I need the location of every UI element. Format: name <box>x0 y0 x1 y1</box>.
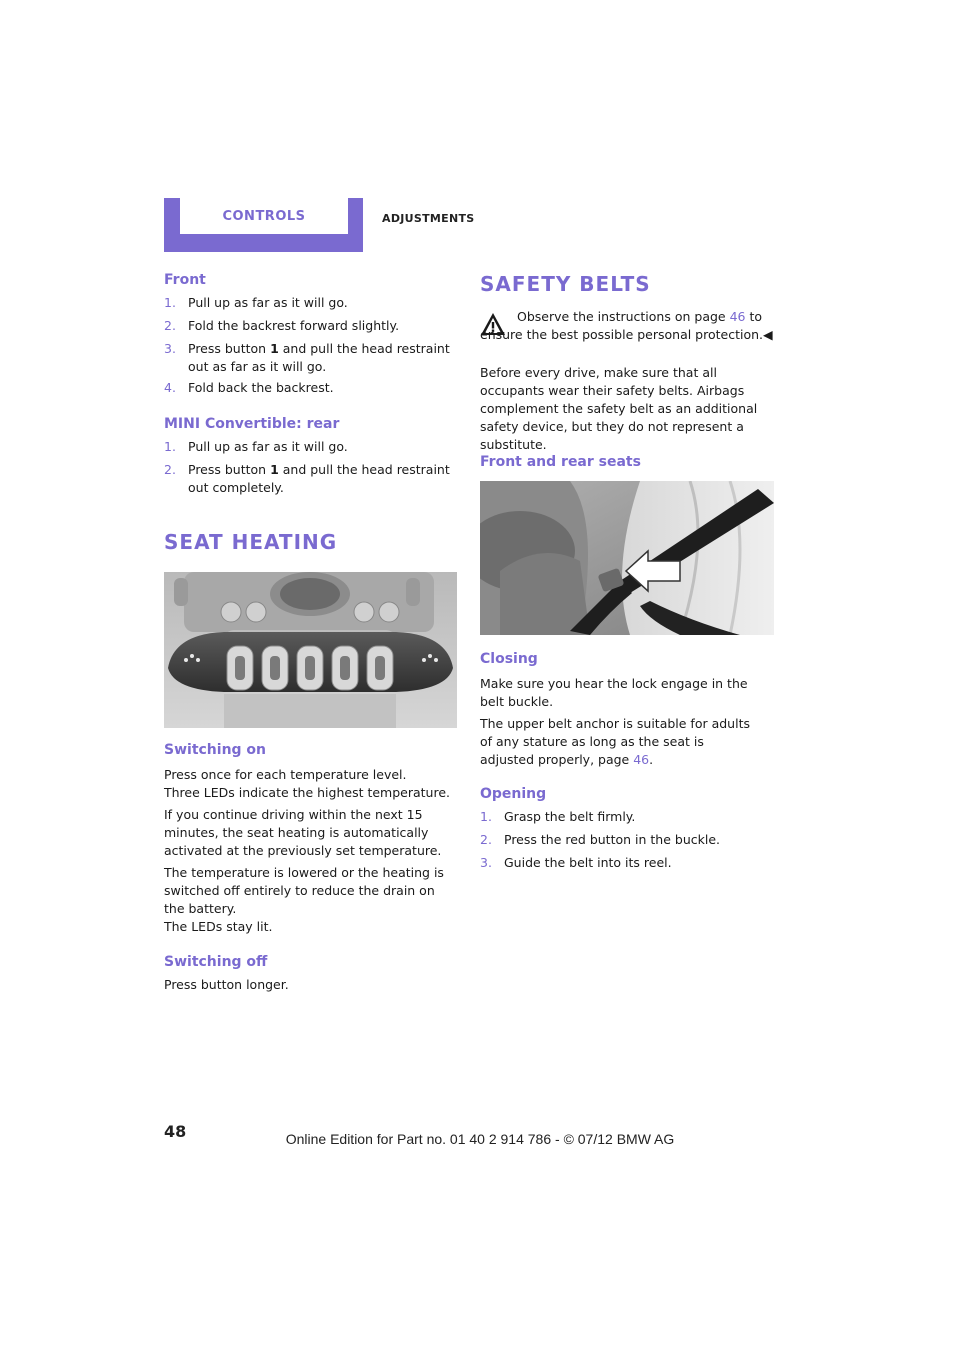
page-link[interactable]: 46 <box>729 309 746 324</box>
warning-text-after: to ensure the best possible personal protection. <box>480 309 764 342</box>
safety-belts-heading: SAFETY BELTS <box>480 272 651 296</box>
step-number: 1. <box>164 439 176 454</box>
safety-belt-illustration <box>480 481 774 635</box>
front-step-4 <box>164 379 334 397</box>
safety-paragraph: Before every drive, make sure that all occupants wear their safety belts. Airbags complement the safety belt as an additional safety device, but they do not represent a substitute. <box>480 365 758 452</box>
opening-step-1 <box>480 808 636 826</box>
step-number: 1. <box>164 295 176 310</box>
closing-paragraph-1: Make sure you hear the lock engage in the belt buckle. <box>480 676 748 709</box>
paragraph-line: The LEDs stay lit. <box>164 919 273 934</box>
opening-step-3 <box>480 854 672 872</box>
front-step-3 <box>164 340 450 374</box>
step-number: 2. <box>164 318 176 333</box>
end-marker: ◀ <box>763 327 773 342</box>
chapter-tab-label: CONTROLS <box>222 208 306 224</box>
step-text: Fold back the backrest. <box>188 380 334 395</box>
switching-on-heading: Switching on <box>164 742 267 758</box>
safety-warning-paragraph <box>480 308 780 344</box>
front-rear-seats-heading: Front and rear seats <box>480 454 641 470</box>
step-number: 4. <box>164 380 176 395</box>
switching-off-paragraph: Press button longer. <box>164 977 289 992</box>
front-heading: Front <box>164 272 206 288</box>
edition-footer: Online Edition for Part no. 01 40 2 914 786 - © 07/12 BMW AG <box>285 1131 675 1147</box>
step-text: Fold the backrest forward slightly. <box>188 318 400 333</box>
paragraph-line: The temperature is lowered or the heating is switched off entirely to reduce the drain on the battery. <box>164 865 444 916</box>
rear-step-1 <box>164 438 348 456</box>
front-step-2 <box>164 317 400 335</box>
step-number: 3. <box>164 341 176 356</box>
closing-text: The upper belt anchor is suitable for adults of any stature as long as the seat is adjusted properly, page <box>480 716 750 767</box>
page-link[interactable]: 46 <box>633 752 650 767</box>
step-text: Press the red button in the buckle. <box>504 832 720 847</box>
paragraph-line: Press once for each temperature level. <box>164 767 407 782</box>
step-number: 2. <box>164 462 176 477</box>
button-number: 1 <box>270 341 279 356</box>
seat-heating-panel-illustration <box>164 572 457 728</box>
step-text: Pull up as far as it will go. <box>188 295 348 310</box>
opening-step-2 <box>480 831 720 849</box>
paragraph-line: Three LEDs indicate the highest temperature. <box>164 785 451 800</box>
step-text-after: and pull the head restraint out completely. <box>188 462 450 495</box>
step-number: 2. <box>480 832 492 847</box>
closing-heading: Closing <box>480 651 538 667</box>
chapter-tab <box>164 198 363 252</box>
button-number: 1 <box>270 462 279 477</box>
rear-step-2 <box>164 461 450 495</box>
opening-heading: Opening <box>480 786 547 802</box>
closing-text-after: . <box>649 752 654 767</box>
convertible-rear-heading: MINI Convertible: rear <box>164 416 340 432</box>
switching-on-paragraph-2: If you continue driving within the next 15 minutes, the seat heating is automatically activated at the previously set temperature. <box>164 807 442 858</box>
switching-on-paragraph-1 <box>164 766 464 802</box>
warning-text: Observe the instructions on page <box>517 309 730 324</box>
switching-on-paragraph-3 <box>164 864 459 936</box>
step-text: Pull up as far as it will go. <box>188 439 348 454</box>
step-text: Grasp the belt firmly. <box>504 809 636 824</box>
seat-heating-heading: SEAT HEATING <box>164 530 338 554</box>
step-text: Guide the belt into its reel. <box>504 855 672 870</box>
step-text <box>188 340 458 376</box>
step-text-before: Press button <box>188 462 271 477</box>
step-text-after: and pull the head restraint out as far as it will go. <box>188 341 450 374</box>
seat-heating-panel-image <box>164 572 457 728</box>
section-header: ADJUSTMENTS <box>382 212 475 225</box>
front-step-1 <box>164 294 348 312</box>
page-number: 48 <box>164 1122 187 1141</box>
switching-off-heading: Switching off <box>164 954 268 970</box>
closing-paragraph-2 <box>480 715 755 769</box>
step-text-before: Press button <box>188 341 271 356</box>
safety-belt-image <box>480 481 774 635</box>
chapter-tab-inner <box>180 198 348 234</box>
step-number: 3. <box>480 855 492 870</box>
step-number: 1. <box>480 809 492 824</box>
step-text <box>188 461 458 497</box>
